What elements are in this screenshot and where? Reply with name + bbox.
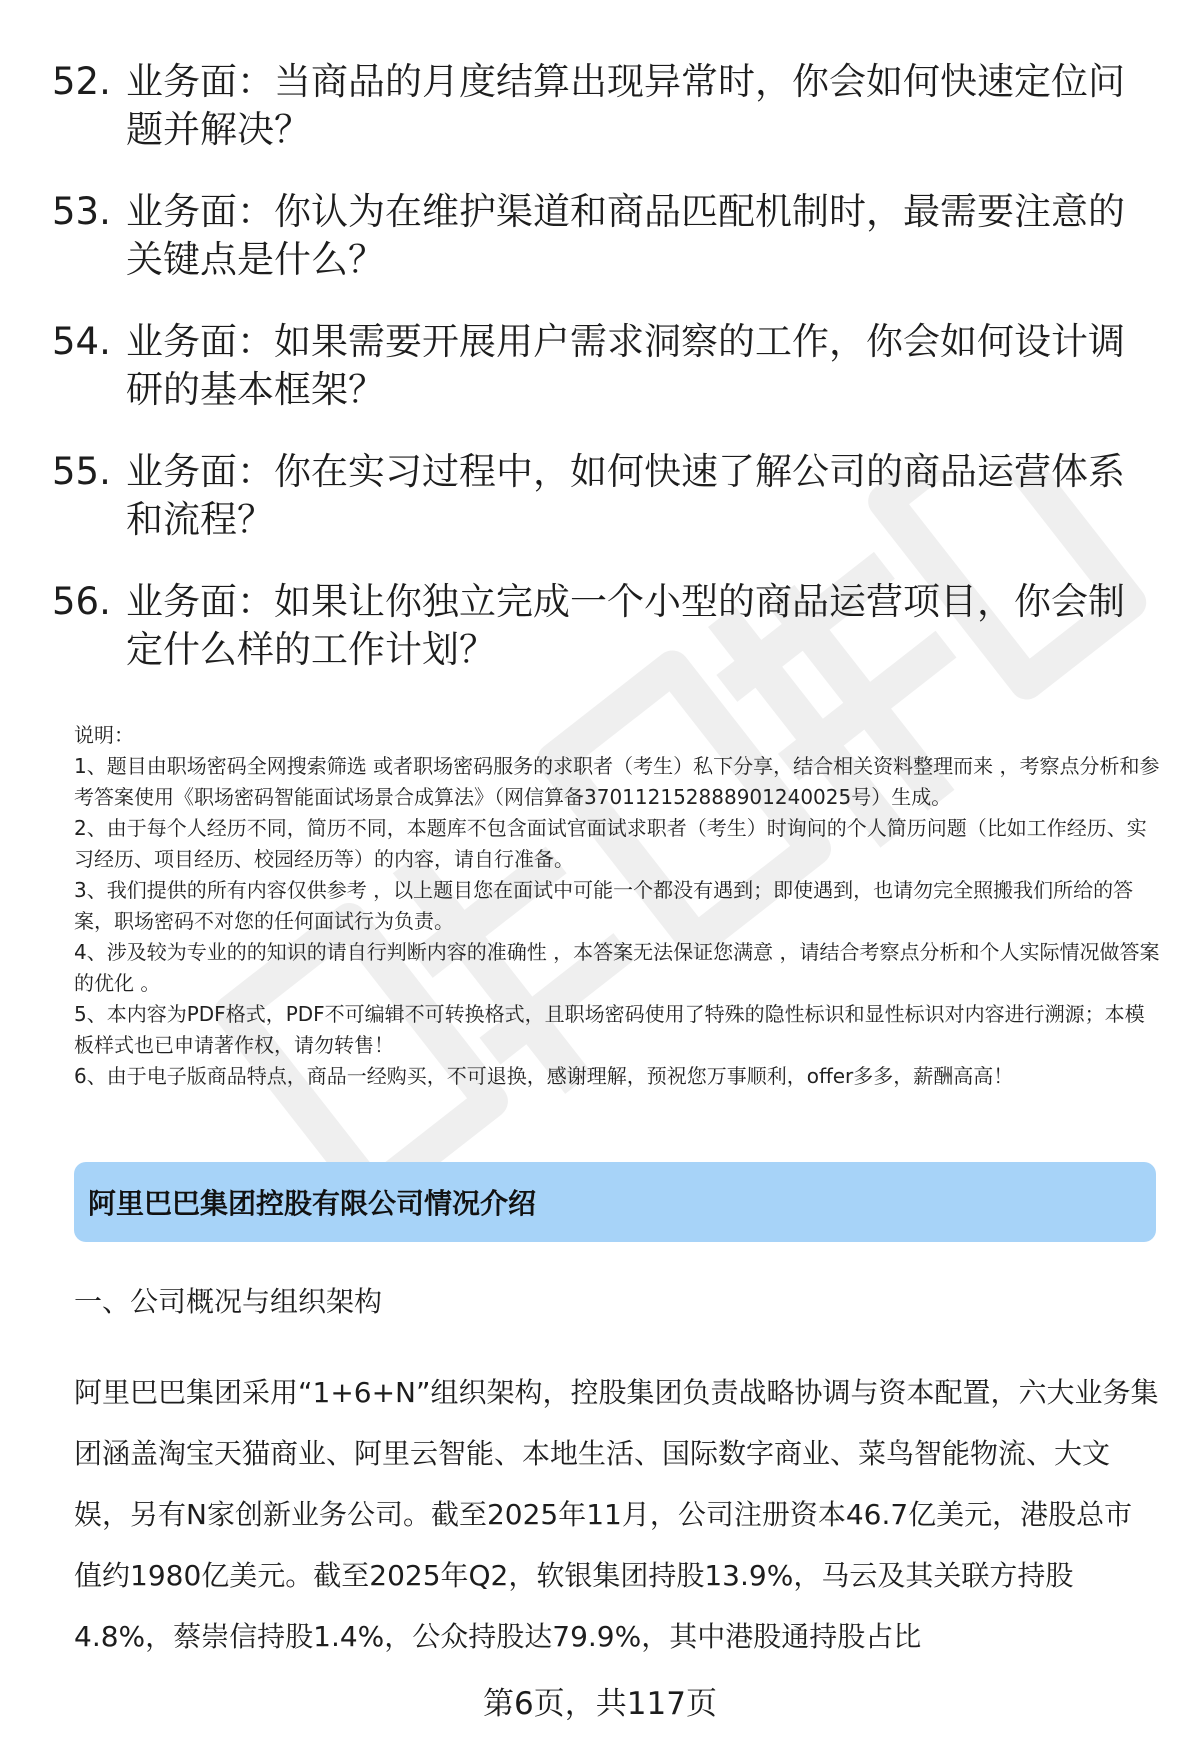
question-item [52, 578, 1152, 674]
note-item: 5、本内容为PDF格式，PDF不可编辑不可转换格式，且职场密码使用了特殊的隐性标识和显性标识对内容进行溯源；本模板样式也已申请著作权，请勿转售！ [74, 1002, 1145, 1057]
note-item: 4、涉及较为专业的的知识的请自行判断内容的准确性 ，本答案无法保证您满意 ，请结合考察点分析和个人实际情况做答案的优化 。 [74, 940, 1160, 995]
page-number: 第6页，共117页 [483, 1686, 717, 1722]
note-item: 3、我们提供的所有内容仅供参考 ，以上题目您在面试中可能一个都没有遇到；即使遇到，也请勿完全照搬我们所给的答案，职场密码不对您的任何面试行为负责。 [74, 878, 1134, 933]
notes-block [74, 720, 1160, 1092]
body-paragraph: 阿里巴巴集团采用“1+6+N”组织架构，控股集团负责战略协调与资本配置，六大业务集团涵盖淘宝天猫商业、阿里云智能、本地生活、国际数字商业、菜鸟智能物流、大文娱，另有N家创新业务公司。截至2025年11月，公司注册资本46.7亿美元，港股总市值约1980亿美元。截至2025年Q2，软银集团持股13.9%，马云及其关联方持股4.8%，蔡崇信持股1.4%，公众持股达79.9%，其中港股通持股占比 [74, 1376, 1159, 1653]
question-text: 业务面：如果需要开展用户需求洞察的工作，你会如何设计调研的基本框架？ [126, 320, 1125, 411]
section-banner [74, 1162, 1156, 1242]
notes-heading: 说明： [74, 723, 134, 747]
question-number: 52. [52, 60, 111, 103]
note-item: 1、题目由职场密码全网搜索筛选 或者职场密码服务的求职者（考生）私下分享，结合相关资料整理而来 ，考察点分析和参考答案使用《职场密码智能面试场景合成算法》（网信算备370112152888901240025号）生成。 [74, 754, 1160, 809]
question-number: 53. [52, 190, 111, 233]
section-title: 阿里巴巴集团控股有限公司情况介绍 [88, 1187, 537, 1220]
question-text: 业务面：当商品的月度结算出现异常时，你会如何快速定位问题并解决？ [126, 60, 1125, 151]
question-item [52, 188, 1152, 284]
question-list [52, 58, 1152, 708]
question-item [52, 58, 1152, 154]
question-item [52, 448, 1152, 544]
note-item: 6、由于电子版商品特点，商品一经购买，不可退换，感谢理解，预祝您万事顺利，offer多多，薪酬高高！ [74, 1064, 1014, 1088]
question-number: 54. [52, 320, 111, 363]
question-number: 55. [52, 450, 111, 493]
question-text: 业务面：你认为在维护渠道和商品匹配机制时，最需要注意的关键点是什么？ [126, 190, 1125, 281]
sub-heading: 一、公司概况与组织架构 [74, 1285, 383, 1318]
question-text: 业务面：你在实习过程中，如何快速了解公司的商品运营体系和流程？ [126, 450, 1125, 541]
question-number: 56. [52, 580, 111, 623]
question-item [52, 318, 1152, 414]
question-text: 业务面：如果让你独立完成一个小型的商品运营项目，你会制定什么样的工作计划？ [126, 580, 1125, 671]
note-item: 2、由于每个人经历不同，简历不同，本题库不包含面试官面试求职者（考生）时询问的个人简历问题（比如工作经历、实习经历、项目经历、校园经历等）的内容，请自行准备。 [74, 816, 1147, 871]
